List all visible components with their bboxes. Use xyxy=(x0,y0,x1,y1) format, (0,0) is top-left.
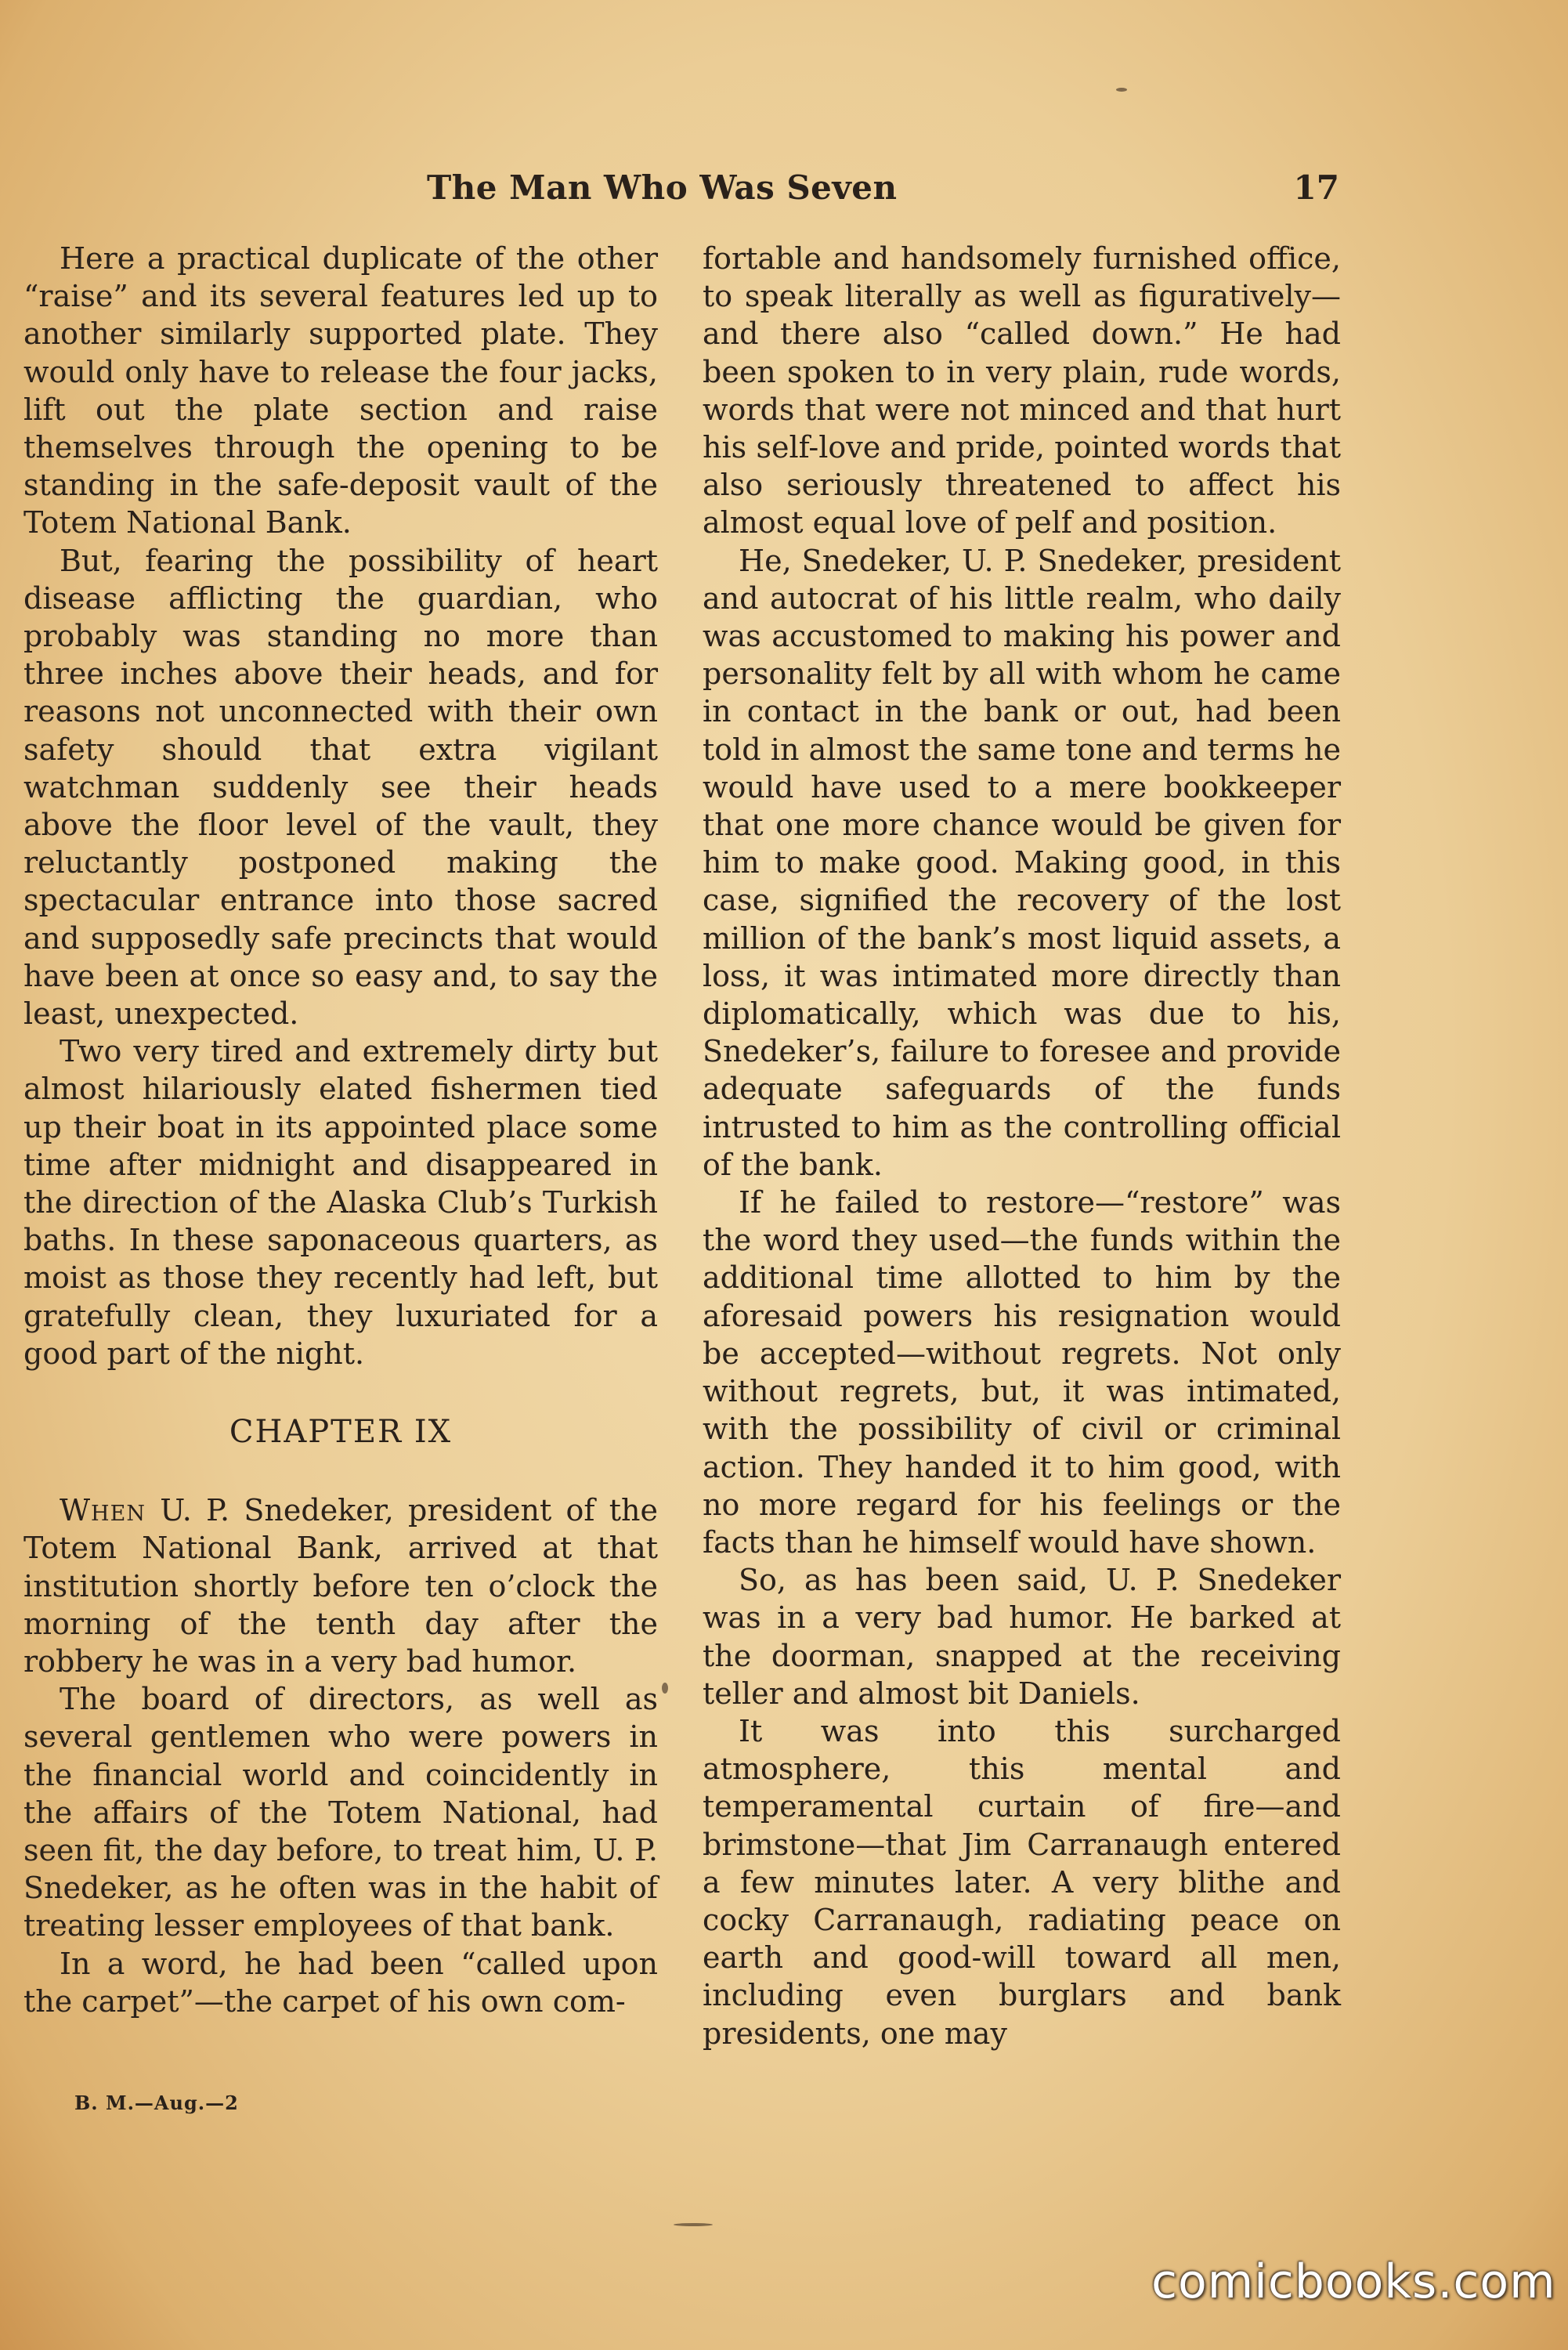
paragraph: He, Snedeker, U. P. Snedeker, president and autocrat of his little realm, who daily was accustomed to making his power and personality felt by all with whom he came in contact in the bank or out, had been told in almost the same tone and terms he would have used to a mere bookkeeper that one more chance would be given for him to make good. Making good, in this case, signified the recovery of the lost million of the bank’s most liquid assets, a loss, it was intimated more directly than diplomatically, which was due to his, Snedeker’s, failure to foresee and provide adequate safeguards of the funds intrusted to him as the controlling official of the bank. xyxy=(703,543,1341,1182)
paragraph-chapter-opening xyxy=(23,1491,658,1680)
paragraph: The board of directors, as well as several gentlemen who were powers in the financial world and coincidently in the affairs of the Totem National, had seen fit, the day before, to treat him, U. P. Snedeker, as he often was in the habit of treating lesser employees of that bank. xyxy=(23,1682,658,1943)
page-number: 17 xyxy=(1293,168,1339,207)
paragraph-continued: fortable and handsomely furnished office, to speak literally as well as figuratively—and there also “called down.” He had been spoken to in very plain, rude words, words that were not minced and that hurt his self-love and pride, pointed words that also seriously threatened to affect his almost equal love of pelf and position. xyxy=(703,241,1341,540)
paragraph: If he failed to restore—“restore” was the word they used—the funds within the additional time allotted to him by the aforesaid powers his resignation would be accepted—without regrets. Not only without regrets, but, it was intimated, with the possibility of civil or criminal action. They handed it to him good, with no more regard for his feelings or the facts than he himself would have shown. xyxy=(703,1185,1341,1560)
paragraph: In a word, he had been “called upon the carpet”—the carpet of his own com- xyxy=(23,1946,658,2019)
paragraph: Two very tired and extremely dirty but almost hilariously elated fishermen tied up their boat in its appointed place some time after midnight and disappeared in the direction of the Alaska Club’s Turkish baths. In these saponaceous quarters, as moist as those they recently had left, but gratefully clean, they luxuriated for a good part of the night. xyxy=(23,1034,658,1371)
paragraph: So, as has been said, U. P. Snedeker was in a very bad humor. He barked at the doorman, snapped at the receiving teller and almost bit Daniels. xyxy=(703,1563,1341,1711)
print-speck xyxy=(1116,88,1127,92)
paragraph: Here a practical duplicate of the other “raise” and its several features led up to another similarly supported plate. They would only have to release the four jacks, lift out the plate section and raise themselves through the opening to be standing in the safe-deposit vault of the Totem National Bank. xyxy=(23,241,658,540)
running-title: The Man Who Was Seven xyxy=(427,168,898,207)
lead-word: When xyxy=(60,1493,146,1528)
print-speck xyxy=(674,2223,713,2226)
lead-rest: U. P. Snedeker, president of the Totem National Bank, arrived at that institution shortly before ten o’clock the morning of the tenth day after the robbery he was in a very bad humor. xyxy=(23,1493,658,1679)
issue-code: B. M.—Aug.—2 xyxy=(74,2092,239,2114)
print-speck xyxy=(662,1683,668,1694)
paragraph: It was into this surcharged atmosphere, this mental and temperamental curtain of fire—and brimstone—that Jim Carranaugh entered a few minutes later. A very blithe and cocky Carranaugh, radiating peace on earth and good-will toward all men, including even burglars and bank presidents, one may xyxy=(703,1713,1341,2051)
site-watermark: comicbooks.com xyxy=(1151,2254,1556,2309)
left-column xyxy=(23,240,658,2020)
right-column xyxy=(703,240,1341,2052)
paragraph: But, fearing the possibility of heart disease afflicting the guardian, who probably was standing no more than three inches above their heads, and for reasons not unconnected with their own safety should that extra vigilant watchman suddenly see their heads above the floor level of the vault, they reluctantly postponed making the spectacular entrance into those sacred and supposedly safe precincts that would have been at once so easy and, to say the least, unexpected. xyxy=(23,543,658,1032)
running-header xyxy=(0,164,1568,212)
chapter-heading: CHAPTER IX xyxy=(229,1414,453,1451)
